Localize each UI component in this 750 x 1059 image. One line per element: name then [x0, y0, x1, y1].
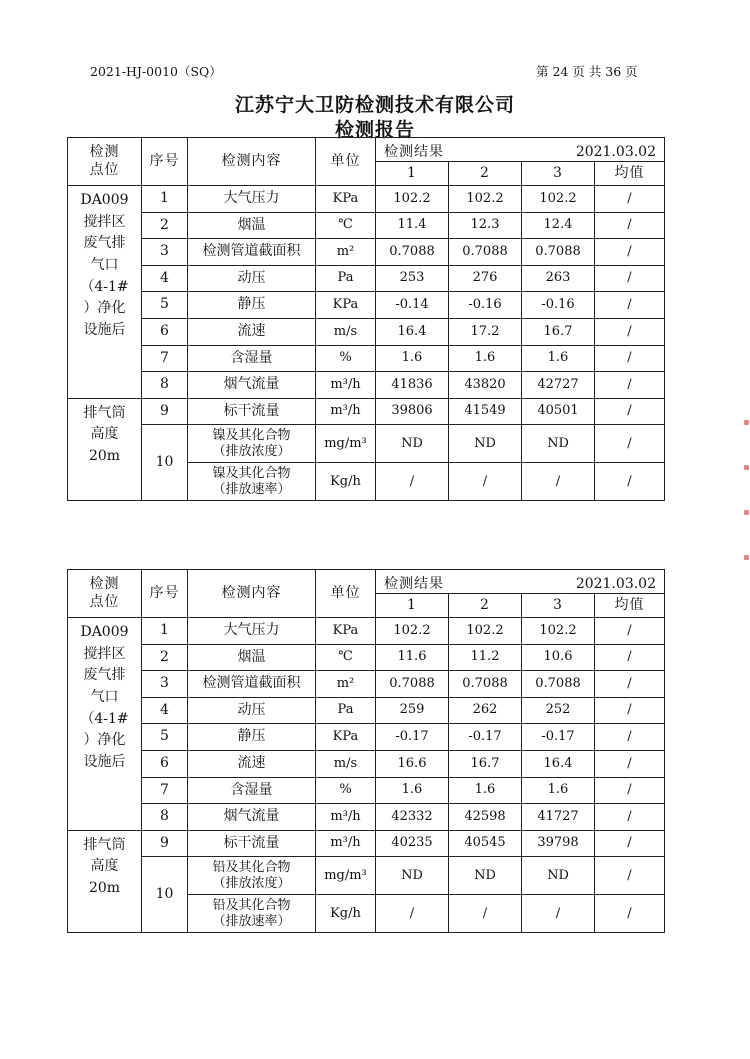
point-height: 排气筒 高度 20m [68, 830, 142, 933]
row-item: 镍及其化合物 （排放速率） [188, 463, 316, 501]
row-value-2: 0.7088 [449, 671, 522, 698]
row-value-1: 11.4 [376, 212, 449, 239]
row-seq: 2 [142, 644, 188, 671]
row-value-3: 252 [522, 697, 595, 724]
row-avg: / [595, 804, 665, 831]
row-seq: 2 [142, 212, 188, 239]
row-item: 流速 [188, 318, 316, 345]
row-item: 烟气流量 [188, 372, 316, 399]
row-value-1: -0.17 [376, 724, 449, 751]
row-unit: m³/h [316, 804, 376, 831]
table-row [68, 265, 665, 292]
row-value-3: 40501 [522, 398, 595, 425]
row-seq: 1 [142, 186, 188, 213]
row-item: 静压 [188, 292, 316, 319]
row-item: 铅及其化合物 （排放速率） [188, 895, 316, 933]
row-avg: / [595, 463, 665, 501]
row-value-3: 16.7 [522, 318, 595, 345]
row-item: 含湿量 [188, 345, 316, 372]
row-item: 流速 [188, 750, 316, 777]
table-row [68, 671, 665, 698]
result-label: 检测结果 [384, 144, 444, 160]
row-avg: / [595, 644, 665, 671]
results-table-1 [67, 137, 665, 501]
table-row [68, 345, 665, 372]
header-seq: 序号 [142, 570, 188, 618]
row-value-3: 42727 [522, 372, 595, 399]
result-label: 检测结果 [384, 576, 444, 592]
row-value-3: 0.7088 [522, 239, 595, 266]
row-value-2: -0.16 [449, 292, 522, 319]
row-avg: / [595, 697, 665, 724]
row-value-2: 40545 [449, 830, 522, 857]
header-item: 检测内容 [188, 570, 316, 618]
row-value-1: 0.7088 [376, 239, 449, 266]
row-item: 烟温 [188, 644, 316, 671]
row-item: 铅及其化合物 （排放浓度） [188, 857, 316, 895]
row-value-2: ND [449, 425, 522, 463]
row-seq: 9 [142, 398, 188, 425]
row-unit: KPa [316, 724, 376, 751]
row-value-3: -0.17 [522, 724, 595, 751]
table-row [68, 292, 665, 319]
row-value-3: ND [522, 425, 595, 463]
seal-edge-marks [744, 420, 750, 620]
row-value-1: 259 [376, 697, 449, 724]
header-seq: 序号 [142, 138, 188, 186]
header-result [376, 570, 665, 594]
point-main: DA009 搅拌区 废气排 气口 （4-1# ）净化 设施后 [68, 186, 142, 399]
row-unit: KPa [316, 618, 376, 645]
row-seq: 8 [142, 372, 188, 399]
row-value-1: 16.4 [376, 318, 449, 345]
row-item: 烟气流量 [188, 804, 316, 831]
row-avg: / [595, 830, 665, 857]
row-avg: / [595, 618, 665, 645]
report-number: 2021-HJ-0010（SQ） [90, 64, 222, 79]
row-value-1: 42332 [376, 804, 449, 831]
table-row [68, 186, 665, 213]
row-value-1: 102.2 [376, 186, 449, 213]
row-avg: / [595, 345, 665, 372]
row-value-2: 102.2 [449, 186, 522, 213]
row-avg: / [595, 724, 665, 751]
page-info: 第 24 页 共 36 页 [536, 64, 638, 79]
row-avg: / [595, 857, 665, 895]
table-row [68, 239, 665, 266]
row-item: 含湿量 [188, 777, 316, 804]
row-item: 标干流量 [188, 398, 316, 425]
row-value-1: 11.6 [376, 644, 449, 671]
table-row [68, 425, 665, 463]
row-avg: / [595, 425, 665, 463]
row-avg: / [595, 895, 665, 933]
row-value-3: -0.16 [522, 292, 595, 319]
row-value-1: 253 [376, 265, 449, 292]
header-point: 检测 点位 [68, 570, 142, 618]
row-avg: / [595, 750, 665, 777]
row-seq: 7 [142, 777, 188, 804]
row-item: 大气压力 [188, 618, 316, 645]
header-col-2: 2 [449, 162, 522, 186]
table-row [68, 212, 665, 239]
row-avg: / [595, 372, 665, 399]
row-value-2: 276 [449, 265, 522, 292]
row-value-1: / [376, 463, 449, 501]
row-seq: 1 [142, 618, 188, 645]
row-avg: / [595, 398, 665, 425]
row-value-2: 102.2 [449, 618, 522, 645]
row-value-3: 41727 [522, 804, 595, 831]
row-value-3: 1.6 [522, 345, 595, 372]
table-row [68, 777, 665, 804]
row-seq: 8 [142, 804, 188, 831]
row-avg: / [595, 265, 665, 292]
row-unit: m³/h [316, 398, 376, 425]
table-row [68, 398, 665, 425]
row-value-3: 102.2 [522, 186, 595, 213]
row-value-2: 262 [449, 697, 522, 724]
results-table-2 [67, 569, 665, 933]
point-main: DA009 搅拌区 废气排 气口 （4-1# ）净化 设施后 [68, 618, 142, 831]
table-row [68, 372, 665, 399]
row-seq: 10 [142, 425, 188, 501]
row-value-3: 10.6 [522, 644, 595, 671]
row-value-1: 0.7088 [376, 671, 449, 698]
header-unit: 单位 [316, 570, 376, 618]
row-seq: 4 [142, 697, 188, 724]
row-item: 检测管道截面积 [188, 239, 316, 266]
row-value-3: ND [522, 857, 595, 895]
row-value-1: 16.6 [376, 750, 449, 777]
row-avg: / [595, 777, 665, 804]
header-col-3: 3 [522, 594, 595, 618]
row-value-1: ND [376, 857, 449, 895]
row-unit: % [316, 345, 376, 372]
row-value-1: ND [376, 425, 449, 463]
row-value-2: ND [449, 857, 522, 895]
row-value-2: / [449, 895, 522, 933]
row-seq: 6 [142, 318, 188, 345]
table-row [68, 830, 665, 857]
table-row [68, 804, 665, 831]
row-item: 静压 [188, 724, 316, 751]
row-value-3: 0.7088 [522, 671, 595, 698]
row-seq: 3 [142, 671, 188, 698]
table-row [68, 318, 665, 345]
row-item: 大气压力 [188, 186, 316, 213]
header-col-2: 2 [449, 594, 522, 618]
row-unit: Pa [316, 265, 376, 292]
row-value-3: 16.4 [522, 750, 595, 777]
point-height: 排气筒 高度 20m [68, 398, 142, 501]
row-unit: m³/h [316, 372, 376, 399]
row-avg: / [595, 212, 665, 239]
row-value-2: 16.7 [449, 750, 522, 777]
row-value-3: / [522, 463, 595, 501]
row-value-1: 40235 [376, 830, 449, 857]
row-unit: m² [316, 671, 376, 698]
row-unit: Pa [316, 697, 376, 724]
company-title: 江苏宁大卫防检测技术有限公司 [234, 94, 515, 116]
row-value-2: 17.2 [449, 318, 522, 345]
row-unit: ℃ [316, 644, 376, 671]
row-item: 镍及其化合物 （排放浓度） [188, 425, 316, 463]
row-avg: / [595, 292, 665, 319]
row-seq: 5 [142, 724, 188, 751]
row-seq: 10 [142, 857, 188, 933]
row-seq: 3 [142, 239, 188, 266]
header-col-1: 1 [376, 162, 449, 186]
header-col-3: 3 [522, 162, 595, 186]
row-value-1: 102.2 [376, 618, 449, 645]
row-value-2: -0.17 [449, 724, 522, 751]
row-value-1: -0.14 [376, 292, 449, 319]
report-title: 检测报告 [334, 119, 415, 141]
row-unit: m/s [316, 750, 376, 777]
row-unit: % [316, 777, 376, 804]
header-avg: 均值 [595, 162, 665, 186]
row-value-1: 39806 [376, 398, 449, 425]
header-unit: 单位 [316, 138, 376, 186]
row-value-1: 41836 [376, 372, 449, 399]
row-item: 动压 [188, 265, 316, 292]
row-value-2: 42598 [449, 804, 522, 831]
row-value-1: 1.6 [376, 777, 449, 804]
row-unit: KPa [316, 186, 376, 213]
table-row [68, 750, 665, 777]
table-row [68, 857, 665, 895]
table-row [68, 697, 665, 724]
row-value-2: 11.2 [449, 644, 522, 671]
row-unit: mg/m³ [316, 857, 376, 895]
row-avg: / [595, 186, 665, 213]
row-value-3: 39798 [522, 830, 595, 857]
row-item: 标干流量 [188, 830, 316, 857]
header-result [376, 138, 665, 162]
row-value-3: 1.6 [522, 777, 595, 804]
row-value-2: 41549 [449, 398, 522, 425]
row-unit: m/s [316, 318, 376, 345]
header-col-1: 1 [376, 594, 449, 618]
row-item: 烟温 [188, 212, 316, 239]
row-value-2: 1.6 [449, 345, 522, 372]
row-value-3: 263 [522, 265, 595, 292]
row-unit: Kg/h [316, 463, 376, 501]
row-avg: / [595, 318, 665, 345]
row-unit: ℃ [316, 212, 376, 239]
table-row [68, 618, 665, 645]
row-value-3: 102.2 [522, 618, 595, 645]
row-avg: / [595, 671, 665, 698]
table-row [68, 644, 665, 671]
row-avg: / [595, 239, 665, 266]
row-value-3: 12.4 [522, 212, 595, 239]
table-row [68, 724, 665, 751]
row-value-2: 12.3 [449, 212, 522, 239]
row-value-3: / [522, 895, 595, 933]
result-date: 2021.03.02 [575, 576, 656, 592]
row-value-1: / [376, 895, 449, 933]
row-item: 检测管道截面积 [188, 671, 316, 698]
header-avg: 均值 [595, 594, 665, 618]
row-unit: KPa [316, 292, 376, 319]
row-unit: m³/h [316, 830, 376, 857]
row-unit: m² [316, 239, 376, 266]
row-value-2: 1.6 [449, 777, 522, 804]
result-date: 2021.03.02 [575, 144, 656, 160]
row-value-2: 0.7088 [449, 239, 522, 266]
row-value-1: 1.6 [376, 345, 449, 372]
row-item: 动压 [188, 697, 316, 724]
row-unit: mg/m³ [316, 425, 376, 463]
row-seq: 7 [142, 345, 188, 372]
row-unit: Kg/h [316, 895, 376, 933]
header-item: 检测内容 [188, 138, 316, 186]
row-value-2: / [449, 463, 522, 501]
header-point: 检测 点位 [68, 138, 142, 186]
row-seq: 4 [142, 265, 188, 292]
row-value-2: 43820 [449, 372, 522, 399]
row-seq: 6 [142, 750, 188, 777]
row-seq: 5 [142, 292, 188, 319]
row-seq: 9 [142, 830, 188, 857]
